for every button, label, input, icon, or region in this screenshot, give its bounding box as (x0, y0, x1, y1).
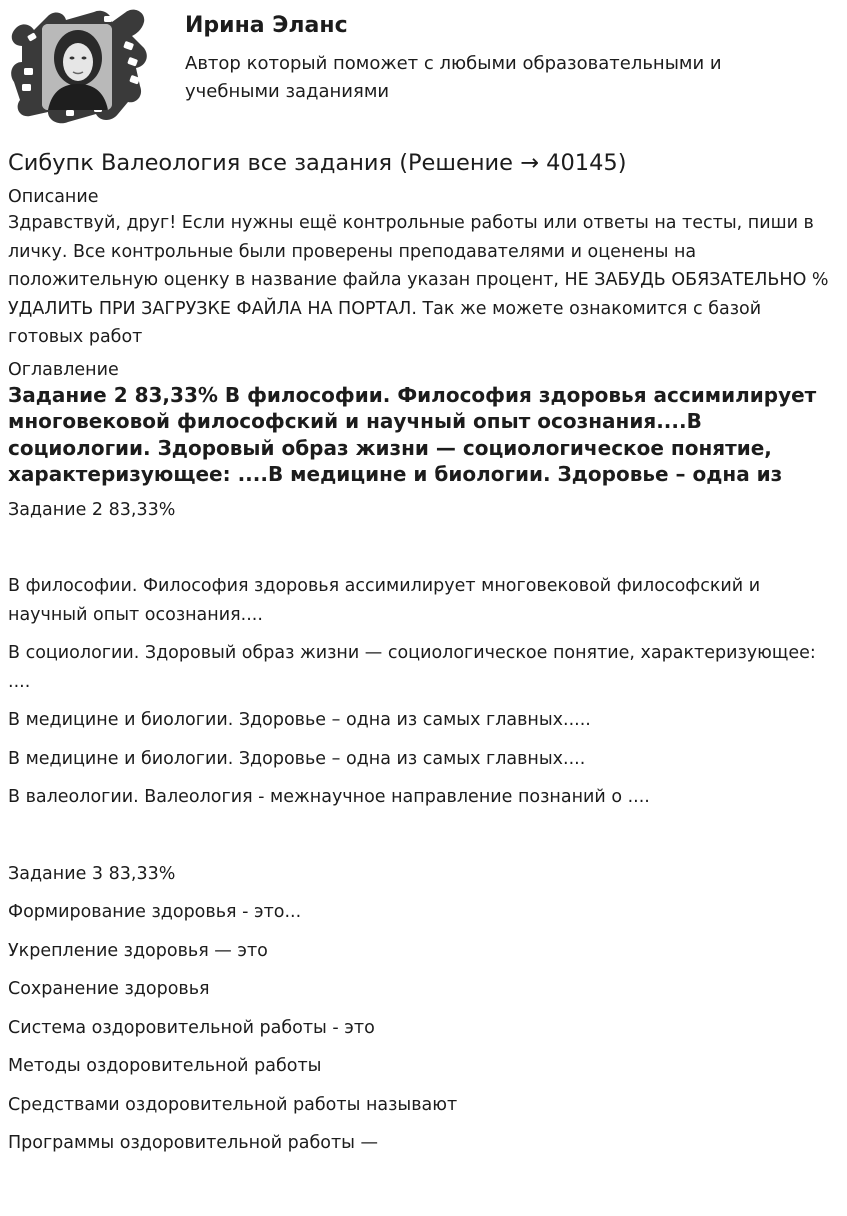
list-item: Методы оздоровительной работы (8, 1056, 322, 1076)
list-item: Система оздоровительной работы - это (8, 1017, 375, 1038)
author-name[interactable]: Ирина Эланс (185, 13, 348, 38)
toc-label: Оглавление (8, 359, 119, 380)
main-content (8, 147, 838, 1168)
description-text: Здравствуй, друг! Если нужны ещё контрольные работы или ответы на тесты, пиши в личку. Все контрольные были проверены преподавателями и оценены на положительную оценку в название файла указан процент, НЕ ЗАБУДЬ ОБЯЗАТЕЛЬНО % УДАЛИТЬ ПРИ ЗАГРУЗКЕ ФАЙЛА НА ПОРТАЛ. Так же можете ознакомится с базой готовых работ (8, 213, 829, 347)
list-item: В медицине и биологии. Здоровье – одна из самых главных..... (8, 710, 591, 730)
author-photo-film-frame-icon (8, 6, 150, 126)
description-label: Описание (8, 187, 99, 207)
task-title: Задание 3 83,33% (8, 863, 176, 884)
list-item: В валеологии. Валеология - межнаучное направление познаний о .... (8, 787, 650, 807)
list-item: Укрепление здоровья — это (8, 940, 268, 961)
list-item: В медицине и биологии. Здоровье – одна из самых главных.... (8, 748, 586, 769)
task-title: Задание 2 83,33% (8, 499, 176, 520)
spacer (8, 822, 838, 860)
list-item: Сохранение здоровья (8, 979, 210, 999)
toc-heading: Задание 2 83,33% В философии. Философия здоровья ассимилирует многовековой философский и научный опыт осознания....В социологии. Здоровый образ жизни — социологическое понятие, характеризующее: ....В медицине и биологии. Здоровье – одна из (8, 382, 817, 486)
list-item: Средствами оздоровительной работы называют (8, 1094, 458, 1115)
author-bio: Автор который поможет с любыми образовательными и учебными заданиями (185, 53, 722, 102)
page-title: Сибупк Валеология все задания (Решение → 40145) (8, 150, 627, 176)
list-item: В философии. Философия здоровья ассимилирует многовековой философский и научный опыт осознания.... (8, 576, 761, 625)
list-item: Программы оздоровительной работы — (8, 1133, 379, 1153)
author-avatar[interactable] (8, 6, 150, 126)
author-header (0, 0, 847, 135)
spacer (8, 534, 838, 572)
list-item: Формирование здоровья - это... (8, 902, 302, 922)
list-item: В социологии. Здоровый образ жизни — социологическое понятие, характеризующее: .... (8, 643, 816, 692)
